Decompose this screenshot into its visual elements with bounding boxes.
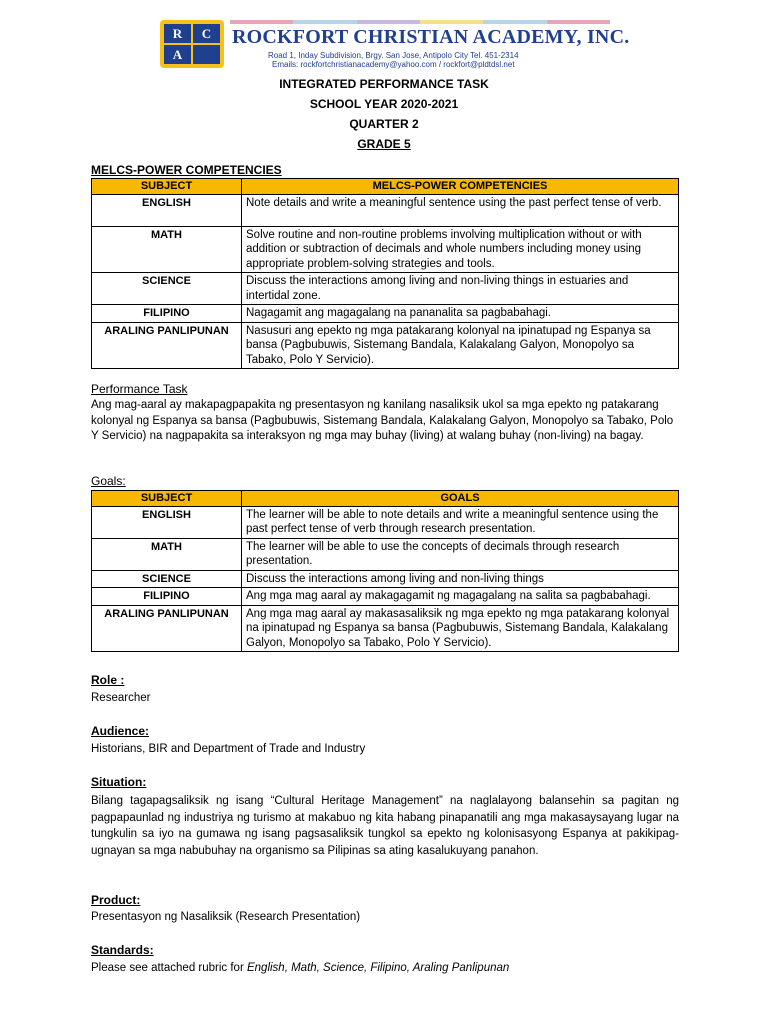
table-row bbox=[92, 605, 679, 652]
logo-letter: A bbox=[164, 45, 191, 64]
table-row bbox=[92, 305, 679, 323]
header-color-bar bbox=[230, 20, 610, 24]
competency-cell: Nasusuri ang epekto ng mga patakarang kolonyal na ipinatupad ng Espanya sa bansa (Pagbubuwis, Sistemang Bandala, Kalakalang Galyon, Monopolyo sa Tabako, Polo Y Servicio). bbox=[242, 322, 679, 369]
goal-cell: Ang mga mag aaral ay makagagamit ng magagalang na salita sa pagbabahagi. bbox=[242, 588, 679, 606]
column-header: SUBJECT bbox=[92, 179, 242, 195]
situation-label: Situation: bbox=[91, 775, 147, 789]
goal-cell: The learner will be able to note details and write a meaningful sentence using the past perfect tense of verb through research presentation. bbox=[242, 506, 679, 538]
product-label: Product: bbox=[91, 893, 141, 907]
audience-label: Audience: bbox=[91, 724, 150, 738]
logo-letter: C bbox=[193, 24, 220, 43]
audience-text: Historians, BIR and Department of Trade and Industry bbox=[91, 743, 366, 755]
role-text: Researcher bbox=[91, 692, 151, 704]
goals-label: Goals: bbox=[91, 474, 126, 488]
subject-cell: MATH bbox=[92, 538, 242, 570]
table-row bbox=[92, 570, 679, 588]
standards-text bbox=[91, 961, 679, 977]
title-line: QUARTER 2 bbox=[349, 117, 419, 131]
title-line: SCHOOL YEAR 2020-2021 bbox=[309, 97, 459, 111]
logo-letter bbox=[193, 45, 220, 64]
goal-cell: The learner will be able to use the concepts of decimals through research presentation. bbox=[242, 538, 679, 570]
school-emails: Emails: rockfortchristianacademy@yahoo.com / rockfort@pldtdsl.net bbox=[272, 60, 515, 69]
table-header-row bbox=[92, 179, 679, 195]
goal-cell: Ang mga mag aaral ay makasasaliksik ng mga epekto ng mga patakarang kolonyal na ipinatupad ng Espanya sa bansa (Pagbubuwis, Sistemang Bandala, Kalakalang Galyon, Monopolyo sa Tabako, Polo Y Servicio). bbox=[242, 605, 679, 652]
subject-cell: ENGLISH bbox=[92, 194, 242, 226]
table-header-row bbox=[92, 491, 679, 507]
table-row bbox=[92, 588, 679, 606]
title-line: INTEGRATED PERFORMANCE TASK bbox=[279, 77, 489, 91]
melcs-label: MELCS-POWER COMPETENCIES bbox=[91, 163, 282, 177]
subject-cell: SCIENCE bbox=[92, 273, 242, 305]
school-logo bbox=[160, 20, 224, 68]
school-address: Road 1, Inday Subdivision, Brgy. San Jose, Antipolo City Tel. 451-2314 bbox=[268, 51, 519, 60]
logo-letter: R bbox=[164, 24, 191, 43]
school-header bbox=[160, 14, 630, 69]
school-name: ROCKFORT CHRISTIAN ACADEMY, INC. bbox=[232, 26, 630, 48]
table-row bbox=[92, 194, 679, 226]
subject-cell: ARALING PANLIPUNAN bbox=[92, 322, 242, 369]
standards-subjects: English, Math, Science, Filipino, Araling Panlipunan bbox=[246, 962, 510, 974]
table-row bbox=[92, 226, 679, 273]
subject-cell: FILIPINO bbox=[92, 305, 242, 323]
column-header: GOALS bbox=[242, 491, 679, 507]
subject-cell: FILIPINO bbox=[92, 588, 242, 606]
performance-task-text: Ang mag-aaral ay makapagpapakita ng presentasyon ng kanilang nasaliksik ukol sa mga epekto ng patakarang kolonyal ng Espanya sa bansa (Pagbubuwis, Sistemang Bandala, Kalakalang Galyon, Monopolyo sa Tabako, Polo Y Servicio) na nagpapakita sa interaksyon ng mga may buhay (living) at walang buhay (non-living) na bagay. bbox=[91, 399, 674, 442]
column-header: SUBJECT bbox=[92, 491, 242, 507]
document-title bbox=[0, 74, 768, 154]
table-row bbox=[92, 322, 679, 369]
standards-label: Standards: bbox=[91, 943, 154, 957]
table-row bbox=[92, 538, 679, 570]
title-grade: GRADE 5 bbox=[357, 137, 411, 151]
table-row bbox=[92, 506, 679, 538]
table-row bbox=[92, 273, 679, 305]
subject-cell: ENGLISH bbox=[92, 506, 242, 538]
standards-prefix: Please see attached rubric for bbox=[91, 962, 247, 974]
subject-cell: ARALING PANLIPUNAN bbox=[92, 605, 242, 652]
competency-cell: Note details and write a meaningful sentence using the past perfect tense of verb. bbox=[242, 194, 679, 226]
performance-task-label: Performance Task bbox=[91, 382, 188, 396]
product-text: Presentasyon ng Nasaliksik (Research Presentation) bbox=[91, 911, 361, 923]
melcs-table bbox=[91, 178, 679, 369]
competency-cell: Solve routine and non-routine problems involving multiplication without or with addition or subtraction of decimals and whole numbers including money using appropriate problem-solving strategies and tools. bbox=[242, 226, 679, 273]
goals-table bbox=[91, 490, 679, 652]
column-header: MELCS-POWER COMPETENCIES bbox=[242, 179, 679, 195]
situation-text: Bilang tagapagsaliksik ng isang “Cultural Heritage Management” na naglalayong balansehin sa pagitan ng pagpapaunlad ng industriya ng turismo at makabuo ng kita habang pinapanatili ang mga makasaysayang lugar na tungkulin sa iyo na gumawa ng isang pagsasaliksik tungkol sa epekto ng kolonisasyong Espanya at pakikipag-ugnayan sa mga nabubuhay na organismo sa Pilipinas sa ating kasalukuyang panahon. bbox=[91, 795, 679, 857]
goal-cell: Discuss the interactions among living and non-living things bbox=[242, 570, 679, 588]
competency-cell: Discuss the interactions among living and non-living things in estuaries and intertidal zone. bbox=[242, 273, 679, 305]
subject-cell: SCIENCE bbox=[92, 570, 242, 588]
role-label: Role : bbox=[91, 673, 125, 687]
competency-cell: Nagagamit ang magagalang na pananalita sa pagbabahagi. bbox=[242, 305, 679, 323]
subject-cell: MATH bbox=[92, 226, 242, 273]
